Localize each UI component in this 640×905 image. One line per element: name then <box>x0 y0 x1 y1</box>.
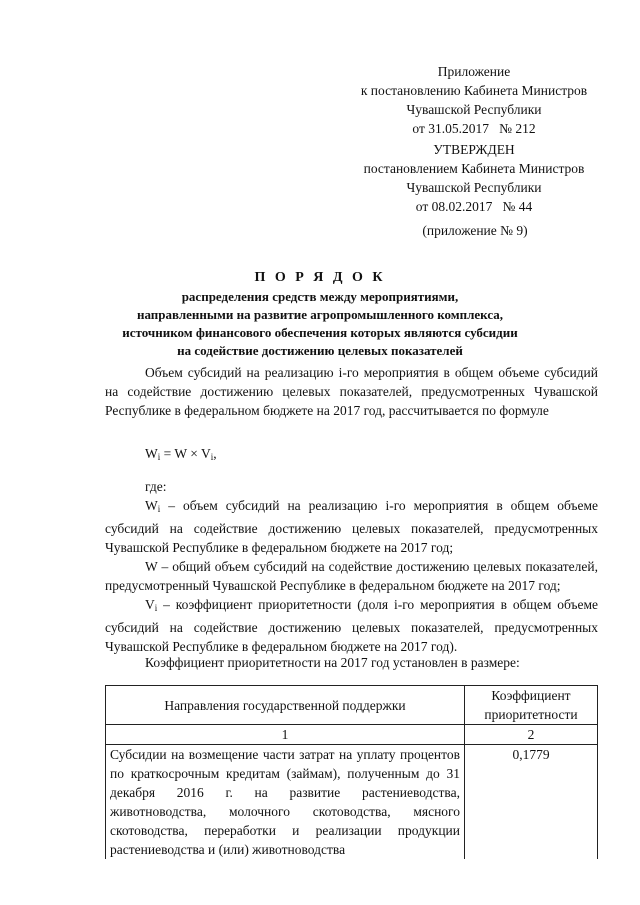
definitions <box>105 477 598 656</box>
formula-rhs-subscript: i <box>210 452 214 462</box>
formula-lhs: W <box>145 446 158 461</box>
subtitle-line: на содействие достижению целевых показателей <box>177 343 463 358</box>
table-header-cell: Коэффициент приоритетности <box>465 686 598 725</box>
approved-block <box>340 140 608 216</box>
appendix-line-1: к постановлению Кабинета Министров <box>360 83 588 98</box>
table-row <box>106 745 598 860</box>
formula-tail: , <box>213 446 217 461</box>
approved-line-1: постановлением Кабинета Министров <box>363 161 585 176</box>
document-subtitle <box>120 288 520 360</box>
definition-item <box>105 595 598 656</box>
subtitle-line: распределения средств между мероприятиями, <box>181 289 459 304</box>
table-cell-coefficient: 0,1779 <box>465 745 598 860</box>
table-number-cell: 1 <box>106 725 465 745</box>
where-label: где: <box>145 479 167 494</box>
appendix-date-line: от 31.05.2017 № 212 <box>412 121 536 136</box>
approved-date-line: от 08.02.2017 № 44 <box>415 199 533 214</box>
definition-text: – объем субсидий на реализацию i-го мероприятия в общем объеме субсидий на содействие достижению целевых показателей, предусмотренных Чувашской Республике в федеральном бюджете на 2017 год; <box>105 498 598 555</box>
definition-symbol: W <box>145 498 158 513</box>
coefficient-table <box>105 685 598 859</box>
table-number-cell: 2 <box>465 725 598 745</box>
definition-text: – коэффициент приоритетности (доля i-го мероприятия в общем объеме субсидий на содействие достижению целевых показателей, предусмотренных Чувашской Республике в федеральном бюджете на 2017 год). <box>105 597 598 654</box>
definition-symbol: W <box>145 559 158 574</box>
table-header-cell: Направления государственной поддержки <box>106 686 465 725</box>
intro-paragraph <box>105 363 598 420</box>
definition-symbol: V <box>145 597 155 612</box>
coefficient-intro: Коэффициент приоритетности на 2017 год установлен в размере: <box>145 655 520 670</box>
definition-item <box>105 557 598 595</box>
definition-item <box>105 496 598 557</box>
appendix-block <box>340 62 608 138</box>
formula-lhs-subscript: i <box>157 452 161 462</box>
formula-middle: = W × V <box>160 446 211 461</box>
subtitle-line: источником финансового обеспечения которых являются субсидии <box>122 325 518 340</box>
table-number-row <box>106 725 598 745</box>
table-cell-direction: Субсидии на возмещение части затрат на уплату процентов по краткосрочным кредитам (займам), полученным до 31 декабря 2016 г. на развитие растениеводства, животноводства, молочного скотоводства, мясного скотоводства, переработки и реализации продукции растениеводства и (или) животноводства <box>106 745 465 860</box>
approved-title: УТВЕРЖДЕН <box>433 142 515 157</box>
approved-line-2: Чувашской Республики <box>406 180 542 195</box>
attachment-note: (приложение № 9) <box>422 223 528 238</box>
definition-subscript: i <box>154 603 158 613</box>
appendix-line-2: Чувашской Республики <box>406 102 542 117</box>
formula <box>145 444 445 467</box>
document-title: П О Р Я Д О К <box>254 270 386 285</box>
definition-text: – общий объем субсидий на содействие достижению целевых показателей, предусмотренный Чувашской Республике в федеральном бюджете на 2017 год; <box>105 559 598 593</box>
subtitle-line: направленными на развитие агропромышленного комплекса, <box>136 307 504 322</box>
table-header-row <box>106 686 598 725</box>
intro-text: Объем субсидий на реализацию i-го мероприятия в общем объеме субсидий на содействие достижению целевых показателей, предусмотренных Чувашской Республике в федеральном бюджете на 2017 год, рассчитывается по формуле <box>105 365 598 418</box>
definition-subscript: i <box>157 504 161 514</box>
appendix-title: Приложение <box>437 64 511 79</box>
